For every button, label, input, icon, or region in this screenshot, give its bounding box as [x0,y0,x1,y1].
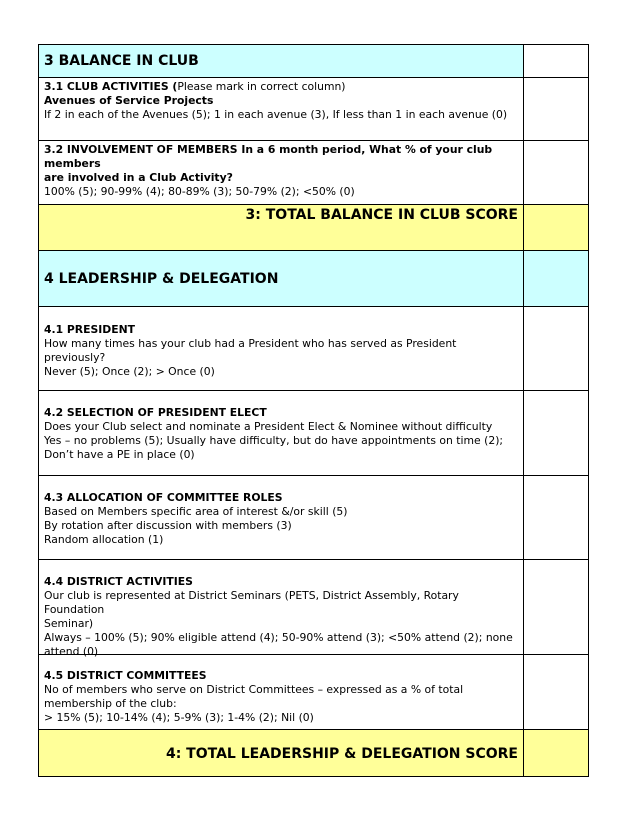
item-4-2-row [38,391,589,476]
item-4-3-heading: 4.3 ALLOCATION OF COMMITTEE ROLES [44,491,283,504]
item-3-2-heading-line1: 3.2 INVOLVEMENT OF MEMBERS In a 6 month period, What % of your club members [44,143,493,170]
item-3-1-criteria: If 2 in each of the Avenues (5); 1 in each avenue (3), If less than 1 in each avenue (0) [44,108,508,121]
section-4-header-row [38,251,589,307]
item-4-3-line1: Based on Members specific area of interest &/or skill (5) [44,505,348,518]
section-3-total-label: 3: TOTAL BALANCE IN CLUB SCORE [39,205,524,250]
scoring-table [38,44,589,777]
item-4-1-row [38,307,589,391]
item-4-5-text [39,655,524,729]
section-3-score-cell[interactable] [524,45,588,77]
item-4-5-line3: > 15% (5); 10-14% (4); 5-9% (3); 1-4% (2); Nil (0) [44,711,314,724]
item-4-3-score-cell[interactable] [524,476,588,559]
item-3-1-score-cell[interactable] [524,78,588,140]
item-4-5-row [38,655,589,730]
item-4-1-line1: How many times has your club had a President who has served as President [44,337,457,350]
item-3-1-note: Please mark in correct column) [177,80,346,93]
item-4-1-score-cell[interactable] [524,307,588,390]
item-4-5-heading: 4.5 DISTRICT COMMITTEES [44,669,207,682]
section-4-total-score-cell[interactable] [524,730,588,776]
section-4-total-label: 4: TOTAL LEADERSHIP & DELEGATION SCORE [39,730,524,776]
item-3-1-heading: 3.1 CLUB ACTIVITIES ( [44,80,178,93]
item-4-5-line1: No of members who serve on District Committees – expressed as a % of total [44,683,464,696]
item-4-2-heading: 4.2 SELECTION OF PRESIDENT ELECT [44,406,267,419]
section-3-total-row [38,205,589,251]
section-4-title: 4 LEADERSHIP & DELEGATION [39,251,524,306]
item-4-2-text [39,391,524,475]
item-4-4-line1: Our club is represented at District Seminars (PETS, District Assembly, Rotary Foundation [44,589,459,616]
section-3-title: 3 BALANCE IN CLUB [39,45,524,77]
item-3-1-text [39,78,524,140]
item-4-1-line3: Never (5); Once (2); > Once (0) [44,365,215,378]
item-4-5-line2: membership of the club: [44,697,177,710]
item-4-4-line4: attend (0) [44,645,99,658]
item-4-1-heading: 4.1 PRESIDENT [44,323,136,336]
item-4-4-text [39,560,524,658]
item-4-3-line2: By rotation after discussion with members (3) [44,519,292,532]
section-3-header-row [38,44,589,78]
item-4-4-line2: Seminar) [44,617,94,630]
item-4-2-line2: Yes – no problems (5); Usually have difficulty, but do have appointments on time (2); [44,434,504,447]
item-4-2-score-cell[interactable] [524,391,588,475]
item-4-3-line3: Random allocation (1) [44,533,164,546]
item-3-2-text [39,141,524,204]
section-4-score-cell[interactable] [524,251,588,306]
item-4-3-row [38,476,589,560]
item-4-4-row [38,560,589,658]
item-4-4-heading: 4.4 DISTRICT ACTIVITIES [44,575,193,588]
item-4-4-line3: Always – 100% (5); 90% eligible attend (4); 50-90% attend (3); <50% attend (2); none [44,631,513,644]
item-3-2-score-cell[interactable] [524,141,588,204]
item-4-5-score-cell[interactable] [524,655,588,729]
item-4-1-line2: previously? [44,351,106,364]
item-3-2-row [38,141,589,205]
section-4-total-row [38,730,589,777]
item-3-1-row [38,78,589,141]
item-4-2-line1: Does your Club select and nominate a President Elect & Nominee without difficulty [44,420,493,433]
item-3-2-criteria: 100% (5); 90-99% (4); 80-89% (3); 50-79% (2); <50% (0) [44,185,355,198]
item-4-4-score-cell[interactable] [524,560,588,654]
item-4-3-text [39,476,524,559]
item-4-2-line3: Don’t have a PE in place (0) [44,448,195,461]
item-3-1-subheading: Avenues of Service Projects [44,94,214,107]
section-3-total-score-cell[interactable] [524,205,588,250]
item-4-1-text [39,307,524,390]
item-3-2-heading-line2: are involved in a Club Activity? [44,171,233,184]
